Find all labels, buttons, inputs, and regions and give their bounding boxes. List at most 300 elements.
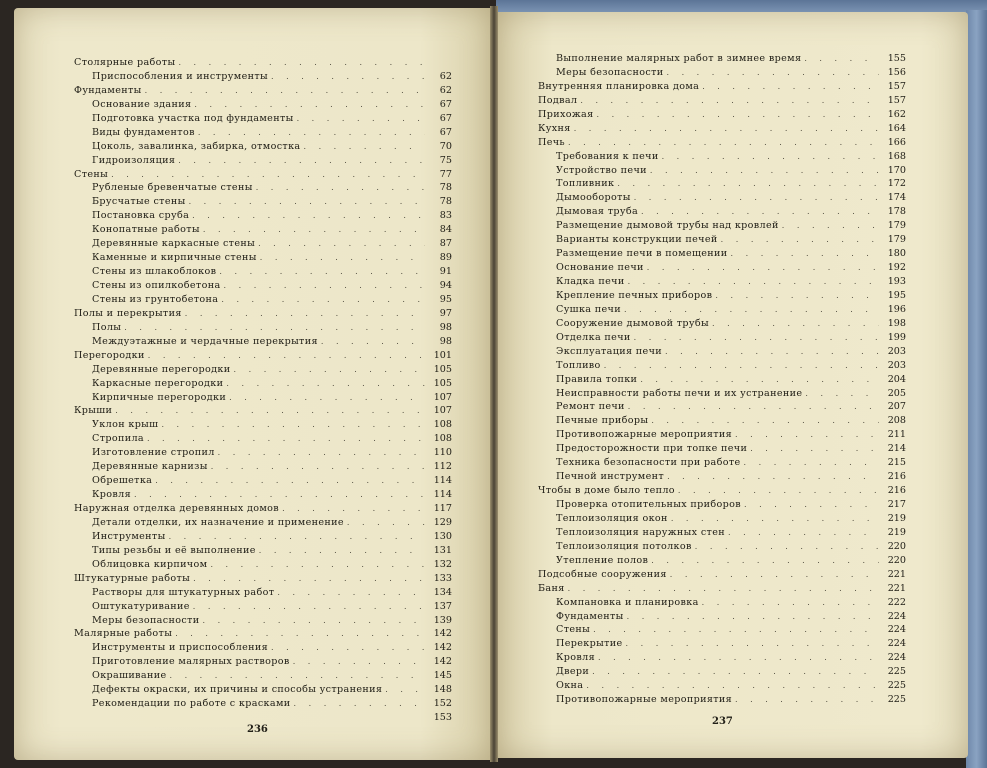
toc-entry-page: 222 [887,596,906,608]
toc-leader-dots [651,414,879,428]
toc-leader-dots [259,544,425,558]
toc-entry [538,303,906,317]
toc-leader-dots [203,223,425,237]
toc-entry [74,181,452,195]
toc-entry [74,195,452,209]
toc-entry [74,293,452,307]
toc-entry-page: 89 [439,252,452,264]
toc-leader-dots [175,627,425,641]
toc-entry [538,66,906,80]
toc-leader-dots [161,418,425,432]
toc-entry-title: Проверка отопительных приборов [556,499,742,510]
toc-entry [74,697,452,711]
toc-leader-dots [728,526,879,540]
toc-entry-page: 110 [433,447,452,459]
toc-entry-title: Предосторожности при топке печи [556,443,748,455]
toc-leader-dots [702,80,879,94]
toc-entry [74,70,452,84]
toc-entry-page: 98 [439,335,452,347]
toc-leader-dots [671,512,879,526]
toc-entry-title: Топливо [556,359,601,371]
toc-entry [538,568,906,582]
toc-leader-dots [667,470,879,484]
toc-entry-page: 70 [439,140,452,152]
toc-entry-title: Правила топки [556,373,638,385]
toc-entry-page: 97 [439,307,452,319]
toc-entry [74,544,452,558]
toc-entry-page: 216 [887,471,906,483]
toc-entry [538,122,906,136]
toc-entry-title: Баня [538,582,565,594]
toc-entry [74,404,452,418]
toc-entry [74,168,452,182]
toc-entry-title: Инструменты и приспособления [92,642,269,654]
toc-entry-page: 179 [887,234,906,246]
toc-leader-dots [586,679,879,693]
toc-entry-title: Кладка печи [556,276,625,287]
toc-entry-page: 219 [887,526,906,538]
toc-leader-dots [304,140,426,154]
toc-entry [74,502,452,516]
toc-leader-dots [735,428,879,442]
toc-entry [538,470,906,484]
toc-leader-dots [221,293,425,307]
toc-entry [538,94,906,108]
toc-leader-dots [624,303,879,317]
toc-entry-title: Утепление полов [556,554,649,566]
toc-entry-page: 78 [439,196,452,208]
toc-entry-title: Подсобные сооружения [538,568,667,580]
toc-entry-page: 214 [887,443,906,455]
toc-leader-dots [634,191,879,205]
toc-entry-title: Печь [538,136,566,148]
toc-entry-page: 131 [433,544,452,556]
toc-entry-page: 83 [439,210,452,222]
toc-entry [538,498,906,512]
toc-leader-dots [234,363,425,377]
toc-entry-title: Кровля [92,489,131,501]
toc-entry-page: 133 [433,572,452,584]
toc-entry-page: 221 [887,568,906,580]
toc-entry-page: 117 [433,503,452,514]
toc-entry-page: 170 [887,164,906,176]
toc-leader-dots [178,56,425,70]
toc-entry-title: Топливник [556,178,615,190]
toc-entry [538,345,906,359]
toc-entry [74,474,452,488]
toc-leader-dots [712,317,879,331]
toc-entry-title: Фундаменты [74,84,142,96]
toc-leader-dots [647,261,879,275]
toc-entry-title: Печные приборы [556,415,649,427]
toc-entry-title: Деревянные карнизы [92,461,208,473]
toc-entry [538,596,906,610]
toc-entry-page: 204 [887,373,906,385]
toc-entry-page: 142 [433,628,452,640]
toc-entry [538,387,906,401]
toc-entry [74,488,452,502]
toc-entry-page: 84 [439,224,452,236]
toc-entry-page: 114 [433,475,452,487]
toc-entry [538,484,906,498]
toc-entry-page: 62 [439,84,452,96]
toc-entry-page: 91 [439,266,452,278]
toc-leader-dots [219,265,425,279]
toc-entry-title: Рубленые бревенчатые стены [92,182,253,194]
toc-entry [74,265,452,279]
toc-entry [538,623,906,637]
toc-leader-dots [277,586,425,600]
toc-entry-title: Стены из опилкобетона [92,280,221,291]
toc-entry-title: Перекрытие [556,638,623,650]
toc-entry-page: 211 [887,429,906,441]
toc-entry [538,261,906,275]
toc-leader-dots [666,66,879,80]
toc-entry-title: Кровля [556,652,595,664]
toc-entry-page: 95 [439,293,452,305]
toc-leader-dots [715,289,879,303]
toc-entry-page: 77 [439,168,452,180]
toc-list-left [74,56,452,725]
toc-entry-page: 180 [887,248,906,260]
toc-entry [74,614,452,628]
toc-entry-title: Типы резьбы и её выполнение [92,544,256,556]
toc-entry [74,558,452,572]
toc-entry-page: 217 [887,499,906,510]
toc-entry-page: 207 [887,401,906,413]
toc-entry-page: 196 [887,303,906,315]
toc-entry-page: 145 [433,670,452,682]
toc-entry-page: 132 [433,558,452,570]
toc-entry [538,233,906,247]
toc-entry-page: 62 [439,70,452,82]
toc-leader-dots [804,52,879,66]
toc-entry-title: Деревянные каркасные стены [92,238,256,250]
toc-leader-dots [651,554,879,568]
toc-entry [74,391,452,405]
toc-entry-title: Наружная отделка деревянных домов [74,503,280,514]
toc-entry [538,679,906,693]
toc-entry-page: 192 [887,262,906,274]
toc-leader-dots [258,237,425,251]
toc-leader-dots [211,460,425,474]
toc-entry-page: 67 [439,98,452,110]
toc-entry-title: Меры безопасности [556,66,664,78]
toc-leader-dots [626,637,879,651]
toc-entry-title: Окна [556,680,584,692]
toc-entry-title: Ремонт печи [556,401,625,413]
toc-entry-page: 105 [433,377,452,389]
toc-entry-page: 172 [887,178,906,190]
toc-entry-page: 101 [433,349,452,361]
toc-entry-title: Противопожарные мероприятия [556,694,733,706]
toc-entry [74,335,452,349]
toc-entry-title: Междуэтажные и чердачные перекрытия [92,335,318,347]
toc-entry-page: 142 [433,642,452,654]
toc-entry-page: 220 [887,554,906,566]
toc-entry-title: Приспособления и инструменты [92,70,269,82]
toc-leader-dots [805,387,879,401]
toc-leader-dots [155,474,425,488]
toc-entry-page: 215 [887,457,906,469]
toc-entry-page: 108 [433,419,452,431]
toc-entry-page: 216 [887,485,906,497]
toc-entry [538,108,906,122]
toc-leader-dots [665,345,879,359]
toc-entry-title: Полы и перекрытия [74,307,182,319]
toc-leader-dots [178,154,425,168]
toc-entry-page: 137 [433,600,452,612]
toc-entry [538,275,906,289]
toc-entry-page: 157 [887,94,906,106]
toc-leader-dots [641,205,879,219]
toc-entry [74,418,452,432]
toc-entry [538,456,906,470]
toc-entry-page: 221 [887,582,906,594]
toc-entry-title: Отделка печи [556,331,631,343]
toc-entry-title: Приготовление малярных растворов [92,656,290,668]
toc-entry [538,317,906,331]
toc-entry-title: Выполнение малярных работ в зимнее время [556,53,802,64]
toc-entry [538,205,906,219]
toc-leader-dots [229,391,425,405]
toc-entry [538,150,906,164]
toc-entry-page: 203 [887,359,906,371]
toc-entry [538,219,906,233]
toc-entry-title: Перегородки [74,349,145,361]
toc-entry-title: Рекомендации по работе с красками [92,698,291,710]
toc-entry [538,373,906,387]
toc-entry-title: Неисправности работы печи и их устранение [556,387,803,399]
toc-entry [538,512,906,526]
toc-entry [74,237,452,251]
toc-leader-dots [189,195,425,209]
toc-entry-page: 157 [887,80,906,92]
toc-leader-dots [574,122,879,136]
toc-leader-dots [627,610,879,624]
toc-entry-page: 224 [887,652,906,664]
toc-leader-dots [347,516,425,530]
toc-entry-title: Окрашивание [92,670,167,682]
toc-leader-dots [597,108,880,122]
toc-entry [74,56,452,70]
toc-entry-title: Крыши [74,405,113,417]
toc-leader-dots [744,456,879,470]
toc-entry [74,112,452,126]
toc-entry [74,530,452,544]
toc-entry-title: Столярные работы [74,57,176,68]
toc-entry-title: Требования к печи [556,150,659,162]
toc-leader-dots [294,697,425,711]
toc-entry-title: Малярные работы [74,628,173,640]
toc-entry-title: Облицовка кирпичом [92,558,208,570]
toc-entry-title: Детали отделки, их назначение и применение [92,516,344,528]
toc-entry [538,665,906,679]
toc-entry [538,540,906,554]
toc-leader-dots [744,498,879,512]
toc-leader-dots [169,669,425,683]
toc-entry [538,582,906,596]
toc-entry-page: 114 [433,489,452,501]
toc-entry [538,651,906,665]
toc-entry [538,52,906,66]
toc-entry-page: 156 [887,66,906,78]
toc-entry-page: 105 [433,363,452,375]
toc-entry-title: Стены [74,168,109,180]
toc-leader-dots [198,126,425,140]
toc-entry-page: 67 [439,126,452,138]
toc-entry-title: Полы [92,321,122,333]
toc-leader-dots [640,373,879,387]
toc-entry [74,349,452,363]
toc-entry-title: Дымообороты [556,192,631,204]
toc-entry-title: Стены из грунтобетона [92,293,219,305]
toc-leader-dots [678,484,879,498]
toc-leader-dots [731,247,879,261]
toc-entry-title: Подготовка участка под фундаменты [92,112,294,124]
toc-entry [74,377,452,391]
toc-entry-page: 152 [433,698,452,710]
toc-entry-title: Инструменты [92,530,166,542]
toc-entry-title: Эксплуатация печи [556,345,663,357]
toc-entry-title: Размещение дымовой трубы над кровлей [556,220,779,232]
toc-leader-dots [702,596,879,610]
toc-leader-dots [145,84,425,98]
toc-entry-page: 94 [439,280,452,291]
toc-leader-dots [260,251,425,265]
toc-entry-title: Цоколь, завалинка, забирка, отмостка [92,140,301,152]
toc-entry [538,414,906,428]
toc-entry [538,331,906,345]
toc-leader-dots [662,150,879,164]
toc-entry [74,279,452,293]
toc-list-right [538,52,906,707]
toc-leader-dots [670,568,879,582]
toc-entry-page: 139 [433,614,452,626]
page-number-right: 237 [712,716,733,727]
toc-leader-dots [256,181,425,195]
toc-entry-page: 78 [439,182,452,194]
toc-entry [74,460,452,474]
toc-leader-dots [628,275,879,289]
toc-leader-dots [592,665,879,679]
book-gutter [490,6,498,762]
toc-leader-dots [194,98,425,112]
toc-entry-title: Кирпичные перегородки [92,391,227,403]
toc-entry [74,600,452,614]
toc-entry-title: Печной инструмент [556,471,665,483]
toc-leader-dots [568,136,879,150]
toc-entry [74,126,452,140]
toc-entry-page: 220 [887,540,906,552]
toc-trailing-page [74,711,452,725]
toc-entry [74,223,452,237]
toc-leader-dots [650,164,879,178]
toc-entry-title: Чтобы в доме было тепло [538,485,675,497]
toc-leader-dots [628,400,879,414]
toc-entry [74,683,452,697]
toc-leader-dots [604,359,879,373]
toc-entry-page: 148 [433,684,452,696]
toc-entry-page: 98 [439,321,452,333]
toc-entry-page: 107 [433,391,452,403]
toc-entry-title: Теплоизоляция наружных стен [556,526,725,538]
toc-entry [74,641,452,655]
toc-entry-title: Фундаменты [556,610,624,622]
toc-entry [74,669,452,683]
toc-entry-title: Растворы для штукатурных работ [92,586,275,598]
toc-entry [538,177,906,191]
toc-entry-page: 162 [887,108,906,120]
toc-leader-dots [210,558,425,572]
toc-entry [538,359,906,373]
toc-entry-title: Конопатные работы [92,224,200,236]
toc-entry [538,191,906,205]
toc-entry [74,572,452,586]
toc-entry [74,251,452,265]
toc-entry [74,84,452,98]
toc-entry [74,321,452,335]
toc-entry-title: Двери [556,666,590,678]
toc-leader-dots [134,488,425,502]
toc-leader-dots [169,530,425,544]
toc-leader-dots [580,94,879,108]
toc-leader-dots [735,693,879,707]
toc-entry-page: 108 [433,433,452,445]
toc-entry-title: Виды фундаментов [92,126,195,138]
toc-entry-page: 225 [887,680,906,692]
toc-entry [74,655,452,669]
toc-entry-title: Стропила [92,433,144,445]
toc-entry [538,554,906,568]
toc-entry-page: 225 [887,694,906,706]
toc-entry-title: Уклон крыш [92,419,159,431]
toc-entry-title: Дымовая труба [556,206,639,218]
toc-entry-title: Стены из шлакоблоков [92,266,217,278]
toc-leader-dots [385,683,425,697]
toc-entry-page: 75 [439,154,452,166]
toc-leader-dots [721,233,879,247]
toc-entry-title: Гидроизоляция [92,154,176,166]
toc-entry [74,98,452,112]
toc-entry-page: 87 [439,238,452,250]
toc-entry [538,289,906,303]
toc-entry-page: 130 [433,530,452,542]
toc-entry [74,586,452,600]
toc-entry [74,363,452,377]
toc-entry-title: Кухня [538,122,571,134]
toc-entry-page: 199 [887,331,906,343]
toc-leader-dots [226,377,425,391]
toc-entry-title: Основание здания [92,98,192,110]
toc-leader-dots [271,641,425,655]
toc-entry-page: 198 [887,317,906,329]
toc-entry-title: Дефекты окраски, их причины и способы устранения [92,684,383,696]
toc-entry-page: 205 [887,387,906,399]
toc-leader-dots [593,623,879,637]
toc-entry-title: Размещение печи в помещении [556,248,728,260]
toc-entry [538,164,906,178]
toc-entry-title: Основание печи [556,262,644,274]
toc-entry-title: Обрешетка [92,475,153,487]
toc-entry [538,693,906,707]
toc-leader-dots [282,502,425,516]
toc-entry [74,209,452,223]
toc-leader-dots [293,655,425,669]
toc-entry-page: 107 [433,405,452,417]
toc-leader-dots [202,614,425,628]
toc-entry-title: Стены [556,624,591,636]
